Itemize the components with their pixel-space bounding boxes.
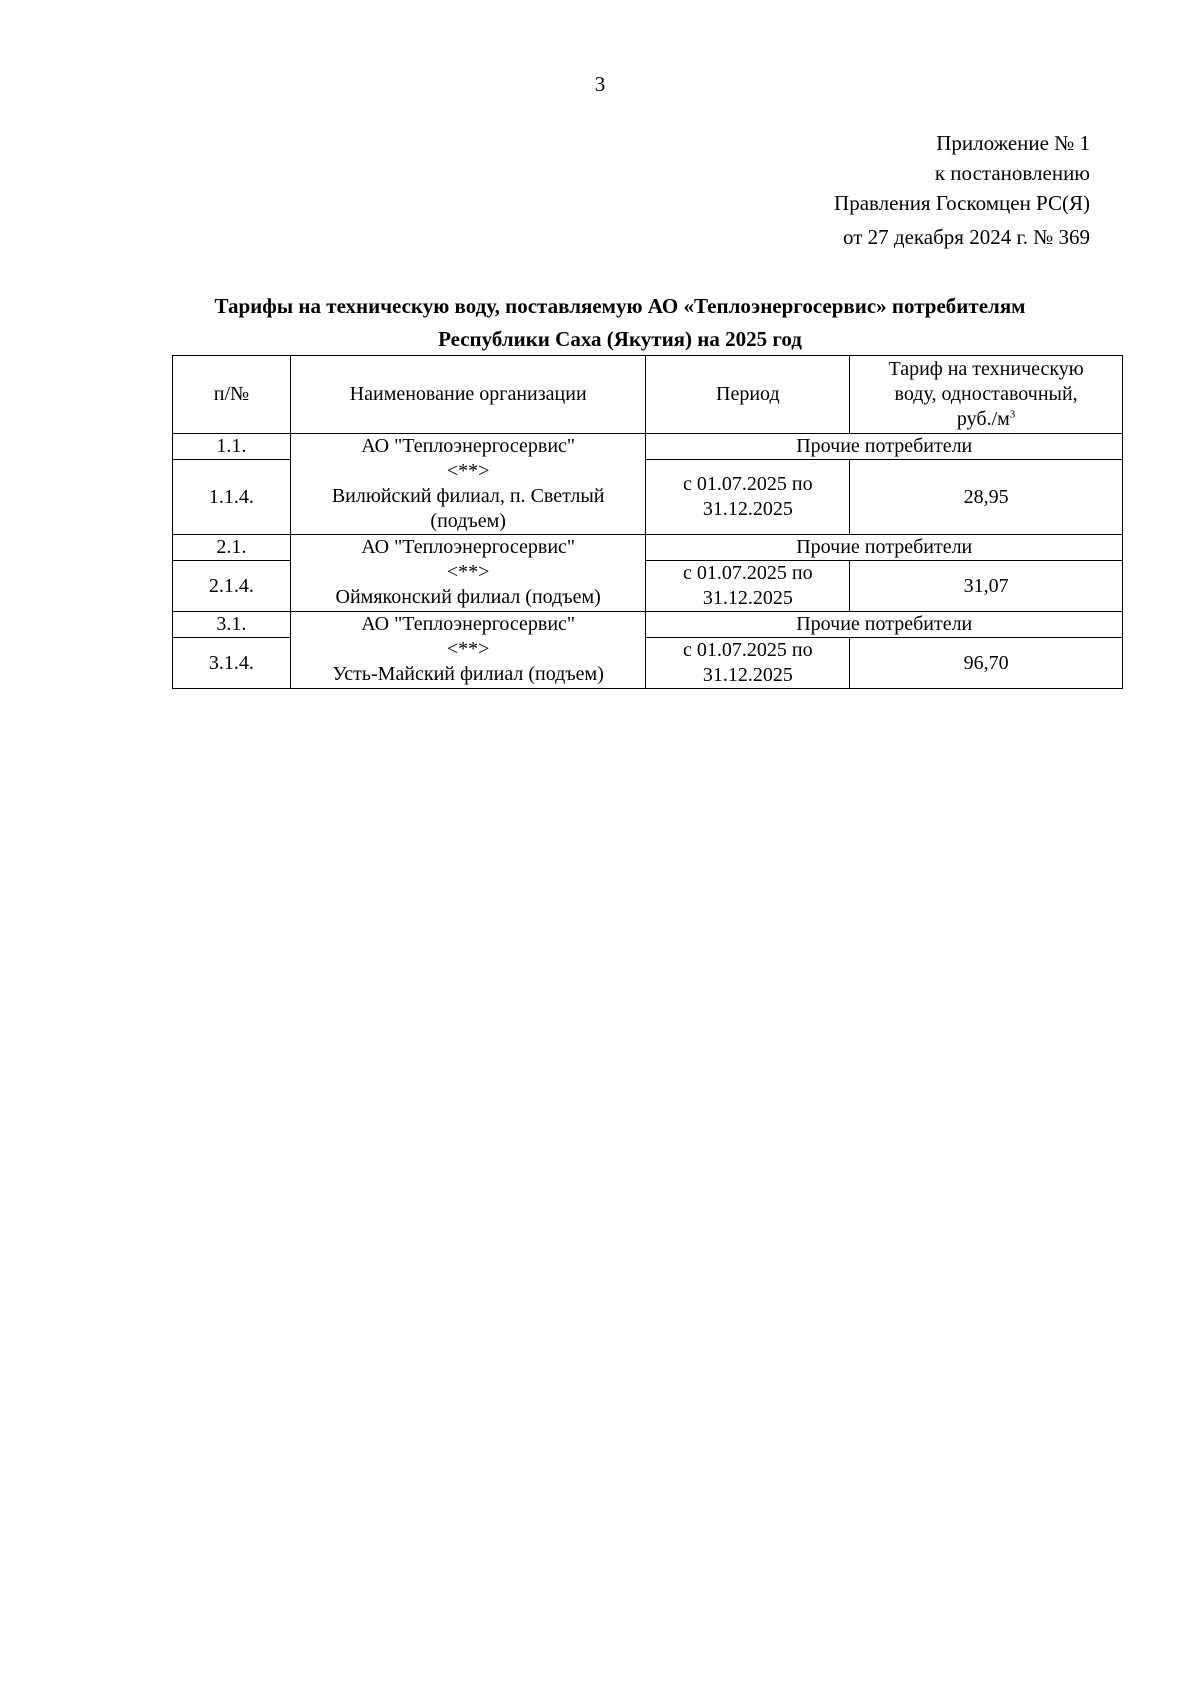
- table-row: [173, 535, 1123, 561]
- title-line-1: Тарифы на техническую воду, поставляемую АО «Теплоэнергосервис» потребителям: [214, 294, 1026, 318]
- tariff-value: 28,95: [850, 460, 1123, 535]
- row-num: 2.1.: [173, 535, 291, 561]
- org-name: АО "Теплоэнергосервис": [361, 435, 576, 457]
- org-cell: [290, 535, 646, 612]
- header-tariff: [850, 356, 1123, 434]
- org-note: <**>: [446, 638, 490, 660]
- header-tariff-unit-text: руб./м: [956, 408, 1010, 430]
- org-cell: [290, 434, 646, 535]
- period-line-2: 31.12.2025: [702, 664, 793, 686]
- row-sub-num: 1.1.4.: [173, 460, 291, 535]
- period-line-1: с 01.07.2025 по: [683, 562, 813, 584]
- period-line-2: 31.12.2025: [702, 498, 793, 520]
- page-number: 3: [594, 72, 606, 96]
- header-period: Период: [646, 356, 850, 434]
- branch-name-line-1: Усть-Майский филиал (подъем): [332, 663, 604, 685]
- appendix-line-2: к постановлению: [934, 161, 1090, 185]
- header-num: п/№: [173, 356, 291, 434]
- period-cell: [646, 460, 850, 535]
- branch-name-line-2: (подъем): [430, 510, 506, 532]
- org-note: <**>: [446, 561, 490, 583]
- branch-name-line-1: Вилюйский филиал, п. Светлый: [331, 485, 605, 507]
- period-cell: [646, 561, 850, 612]
- tariff-table: [172, 355, 1123, 689]
- header-tariff-line-1: Тариф на техническую: [888, 358, 1084, 380]
- consumer-category: Прочие потребители: [646, 535, 1123, 561]
- org-cell: [290, 612, 646, 689]
- row-sub-num: 2.1.4.: [173, 561, 291, 612]
- title-line-2: Республики Саха (Якутия) на 2025 год: [438, 327, 802, 351]
- period-line-1: с 01.07.2025 по: [683, 639, 813, 661]
- row-sub-num: 3.1.4.: [173, 638, 291, 689]
- appendix-line-4: от 27 декабря 2024 г. № 369: [843, 225, 1090, 249]
- org-name: АО "Теплоэнергосервис": [361, 613, 576, 635]
- period-line-2: 31.12.2025: [702, 587, 793, 609]
- consumer-category: Прочие потребители: [646, 612, 1123, 638]
- branch-name-line-1: Оймяконский филиал (подъем): [335, 586, 601, 608]
- appendix-line-3: Правления Госкомцен РС(Я): [834, 191, 1090, 215]
- tariff-value: 31,07: [850, 561, 1123, 612]
- consumer-category: Прочие потребители: [646, 434, 1123, 460]
- org-name: АО "Теплоэнергосервис": [361, 536, 576, 558]
- header-tariff-unit-sup: 3: [1009, 408, 1016, 421]
- org-note: <**>: [446, 460, 490, 482]
- document-title: [160, 290, 1080, 356]
- table-row: [173, 434, 1123, 460]
- table-header-row: [173, 356, 1123, 434]
- period-line-1: с 01.07.2025 по: [683, 473, 813, 495]
- row-num: 1.1.: [173, 434, 291, 460]
- tariff-value: 96,70: [850, 638, 1123, 689]
- header-tariff-unit: [856, 407, 1116, 432]
- appendix-line-1: Приложение № 1: [936, 131, 1090, 155]
- header-org: Наименование организации: [290, 356, 646, 434]
- header-tariff-line-2: воду, одноставочный,: [894, 383, 1078, 405]
- table-row: [173, 612, 1123, 638]
- row-num: 3.1.: [173, 612, 291, 638]
- period-cell: [646, 638, 850, 689]
- appendix-block: [834, 128, 1090, 252]
